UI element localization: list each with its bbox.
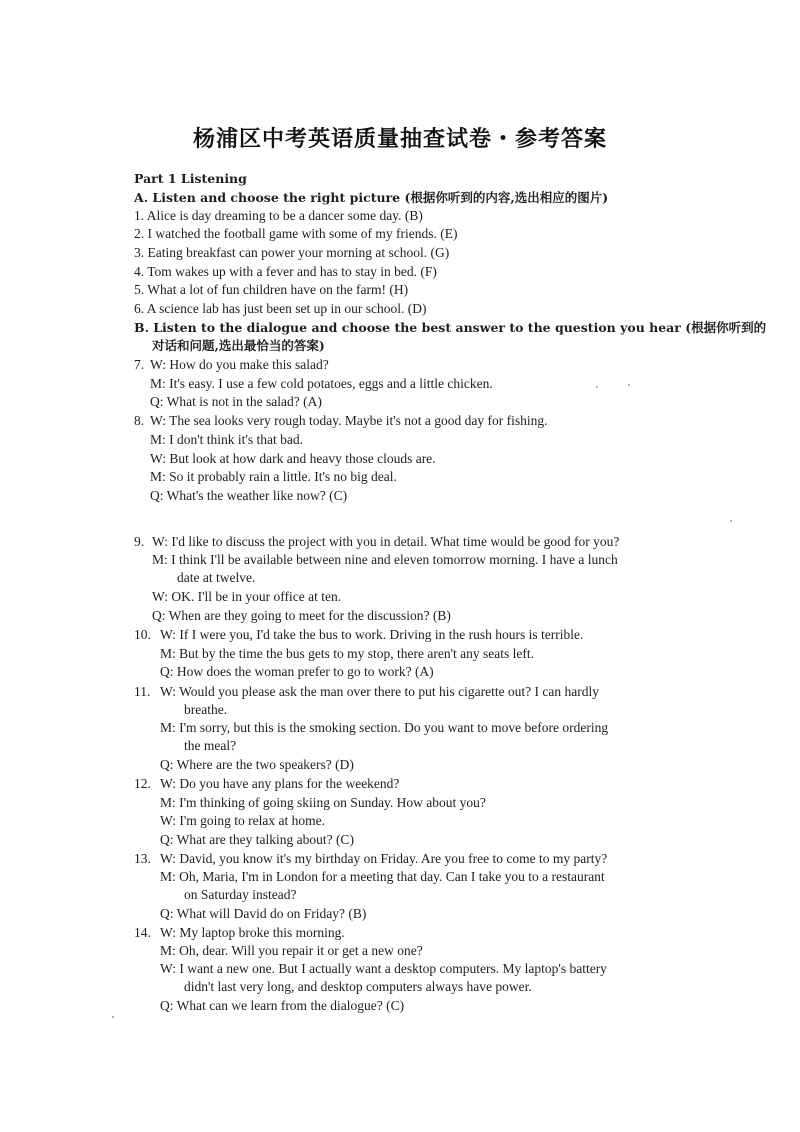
dialogue-line: W: But look at how dark and heavy those clouds are. [150, 451, 436, 466]
question-number: 7. [134, 357, 145, 372]
dialogue-line: M: But by the time the bus gets to my stop, there aren't any seats left. [160, 646, 534, 661]
speck [628, 384, 630, 386]
dialogue-line: W: How do you make this salad? [150, 357, 329, 372]
speck [112, 1016, 114, 1018]
question-line: Q: Where are the two speakers? (D) [160, 757, 354, 772]
dialogue-line: W: I want a new one. But I actually want a desktop computers. My laptop's battery [160, 961, 607, 976]
section-b-heading-cont: 对话和问题,选出最恰当的答案) [152, 338, 325, 353]
dialogue-line: M: Oh, Maria, I'm in London for a meeting that day. Can I take you to a restaurant [160, 869, 605, 884]
answer-item-1: 1. Alice is day dreaming to be a dancer some day. (B) [134, 208, 423, 223]
dialogue-line: M: Oh, dear. Will you repair it or get a new one? [160, 943, 423, 958]
dialogue-line: M: It's easy. I use a few cold potatoes, eggs and a little chicken. [150, 376, 493, 391]
dialogue-line: M: I think I'll be available between nine and eleven tomorrow morning. I have a lunch [152, 552, 618, 567]
question-number: 10. [134, 627, 151, 642]
dialogue-line-cont: on Saturday instead? [184, 887, 297, 902]
dialogue-line: W: I'd like to discuss the project with you in detail. What time would be good for you? [152, 534, 620, 549]
dialogue-line-cont: didn't last very long, and desktop computers always have power. [184, 979, 532, 994]
dialogue-line: W: OK. I'll be in your office at ten. [152, 589, 342, 604]
question-number: 14. [134, 925, 151, 940]
question-number: 9. [134, 534, 145, 549]
section-b-heading: B. Listen to the dialogue and choose the best answer to the question you hear (根据你听到的 [134, 320, 767, 335]
dialogue-line: W: Would you please ask the man over there to put his cigarette out? I can hardly [160, 684, 600, 699]
answer-item-5: 5. What a lot of fun children have on the farm! (H) [134, 282, 409, 297]
speck [596, 386, 598, 388]
dialogue-line-cont: the meal? [184, 738, 237, 753]
question-line: Q: What will David do on Friday? (B) [160, 906, 367, 921]
answer-item-2: 2. I watched the football game with some of my friends. (E) [134, 226, 458, 241]
question-number: 13. [134, 851, 151, 866]
page-title: 杨浦区中考英语质量抽查试卷・参考答案 [192, 127, 607, 152]
dialogue-line: W: If I were you, I'd take the bus to work. Driving in the rush hours is terrible. [160, 627, 584, 642]
dialogue-line: W: I'm going to relax at home. [160, 813, 326, 828]
answer-item-4: 4. Tom wakes up with a fever and has to stay in bed. (F) [134, 264, 437, 279]
answer-item-6: 6. A science lab has just been set up in our school. (D) [134, 301, 427, 316]
dialogue-line: M: I don't think it's that bad. [150, 432, 303, 447]
dialogue-line: M: I'm thinking of going skiing on Sunday. How about you? [160, 795, 486, 810]
dialogue-line: M: I'm sorry, but this is the smoking section. Do you want to move before ordering [160, 720, 609, 735]
dialogue-line-cont: date at twelve. [177, 570, 256, 585]
question-number: 11. [134, 684, 151, 699]
question-number: 12. [134, 776, 151, 791]
section-a-heading: A. Listen and choose the right picture (根据你听到的内容,选出相应的图片) [134, 190, 609, 205]
question-line: Q: What is not in the salad? (A) [150, 394, 322, 409]
question-line: Q: What can we learn from the dialogue? (C) [160, 998, 405, 1013]
dialogue-line: W: David, you know it's my birthday on Friday. Are you free to come to my party? [160, 851, 608, 866]
part-heading: Part 1 Listening [134, 171, 247, 186]
question-number: 8. [134, 413, 145, 428]
dialogue-line-cont: breathe. [184, 702, 228, 717]
speck [730, 520, 732, 522]
question-line: Q: When are they going to meet for the discussion? (B) [152, 608, 451, 623]
dialogue-line: M: So it probably rain a little. It's no big deal. [150, 469, 397, 484]
question-line: Q: What's the weather like now? (C) [150, 488, 348, 503]
question-line: Q: How does the woman prefer to go to work? (A) [160, 664, 434, 679]
dialogue-line: W: Do you have any plans for the weekend? [160, 776, 400, 791]
answer-item-3: 3. Eating breakfast can power your morning at school. (G) [134, 245, 450, 260]
question-line: Q: What are they talking about? (C) [160, 832, 354, 847]
dialogue-line: W: My laptop broke this morning. [160, 925, 345, 940]
dialogue-line: W: The sea looks very rough today. Maybe it's not a good day for fishing. [150, 413, 548, 428]
